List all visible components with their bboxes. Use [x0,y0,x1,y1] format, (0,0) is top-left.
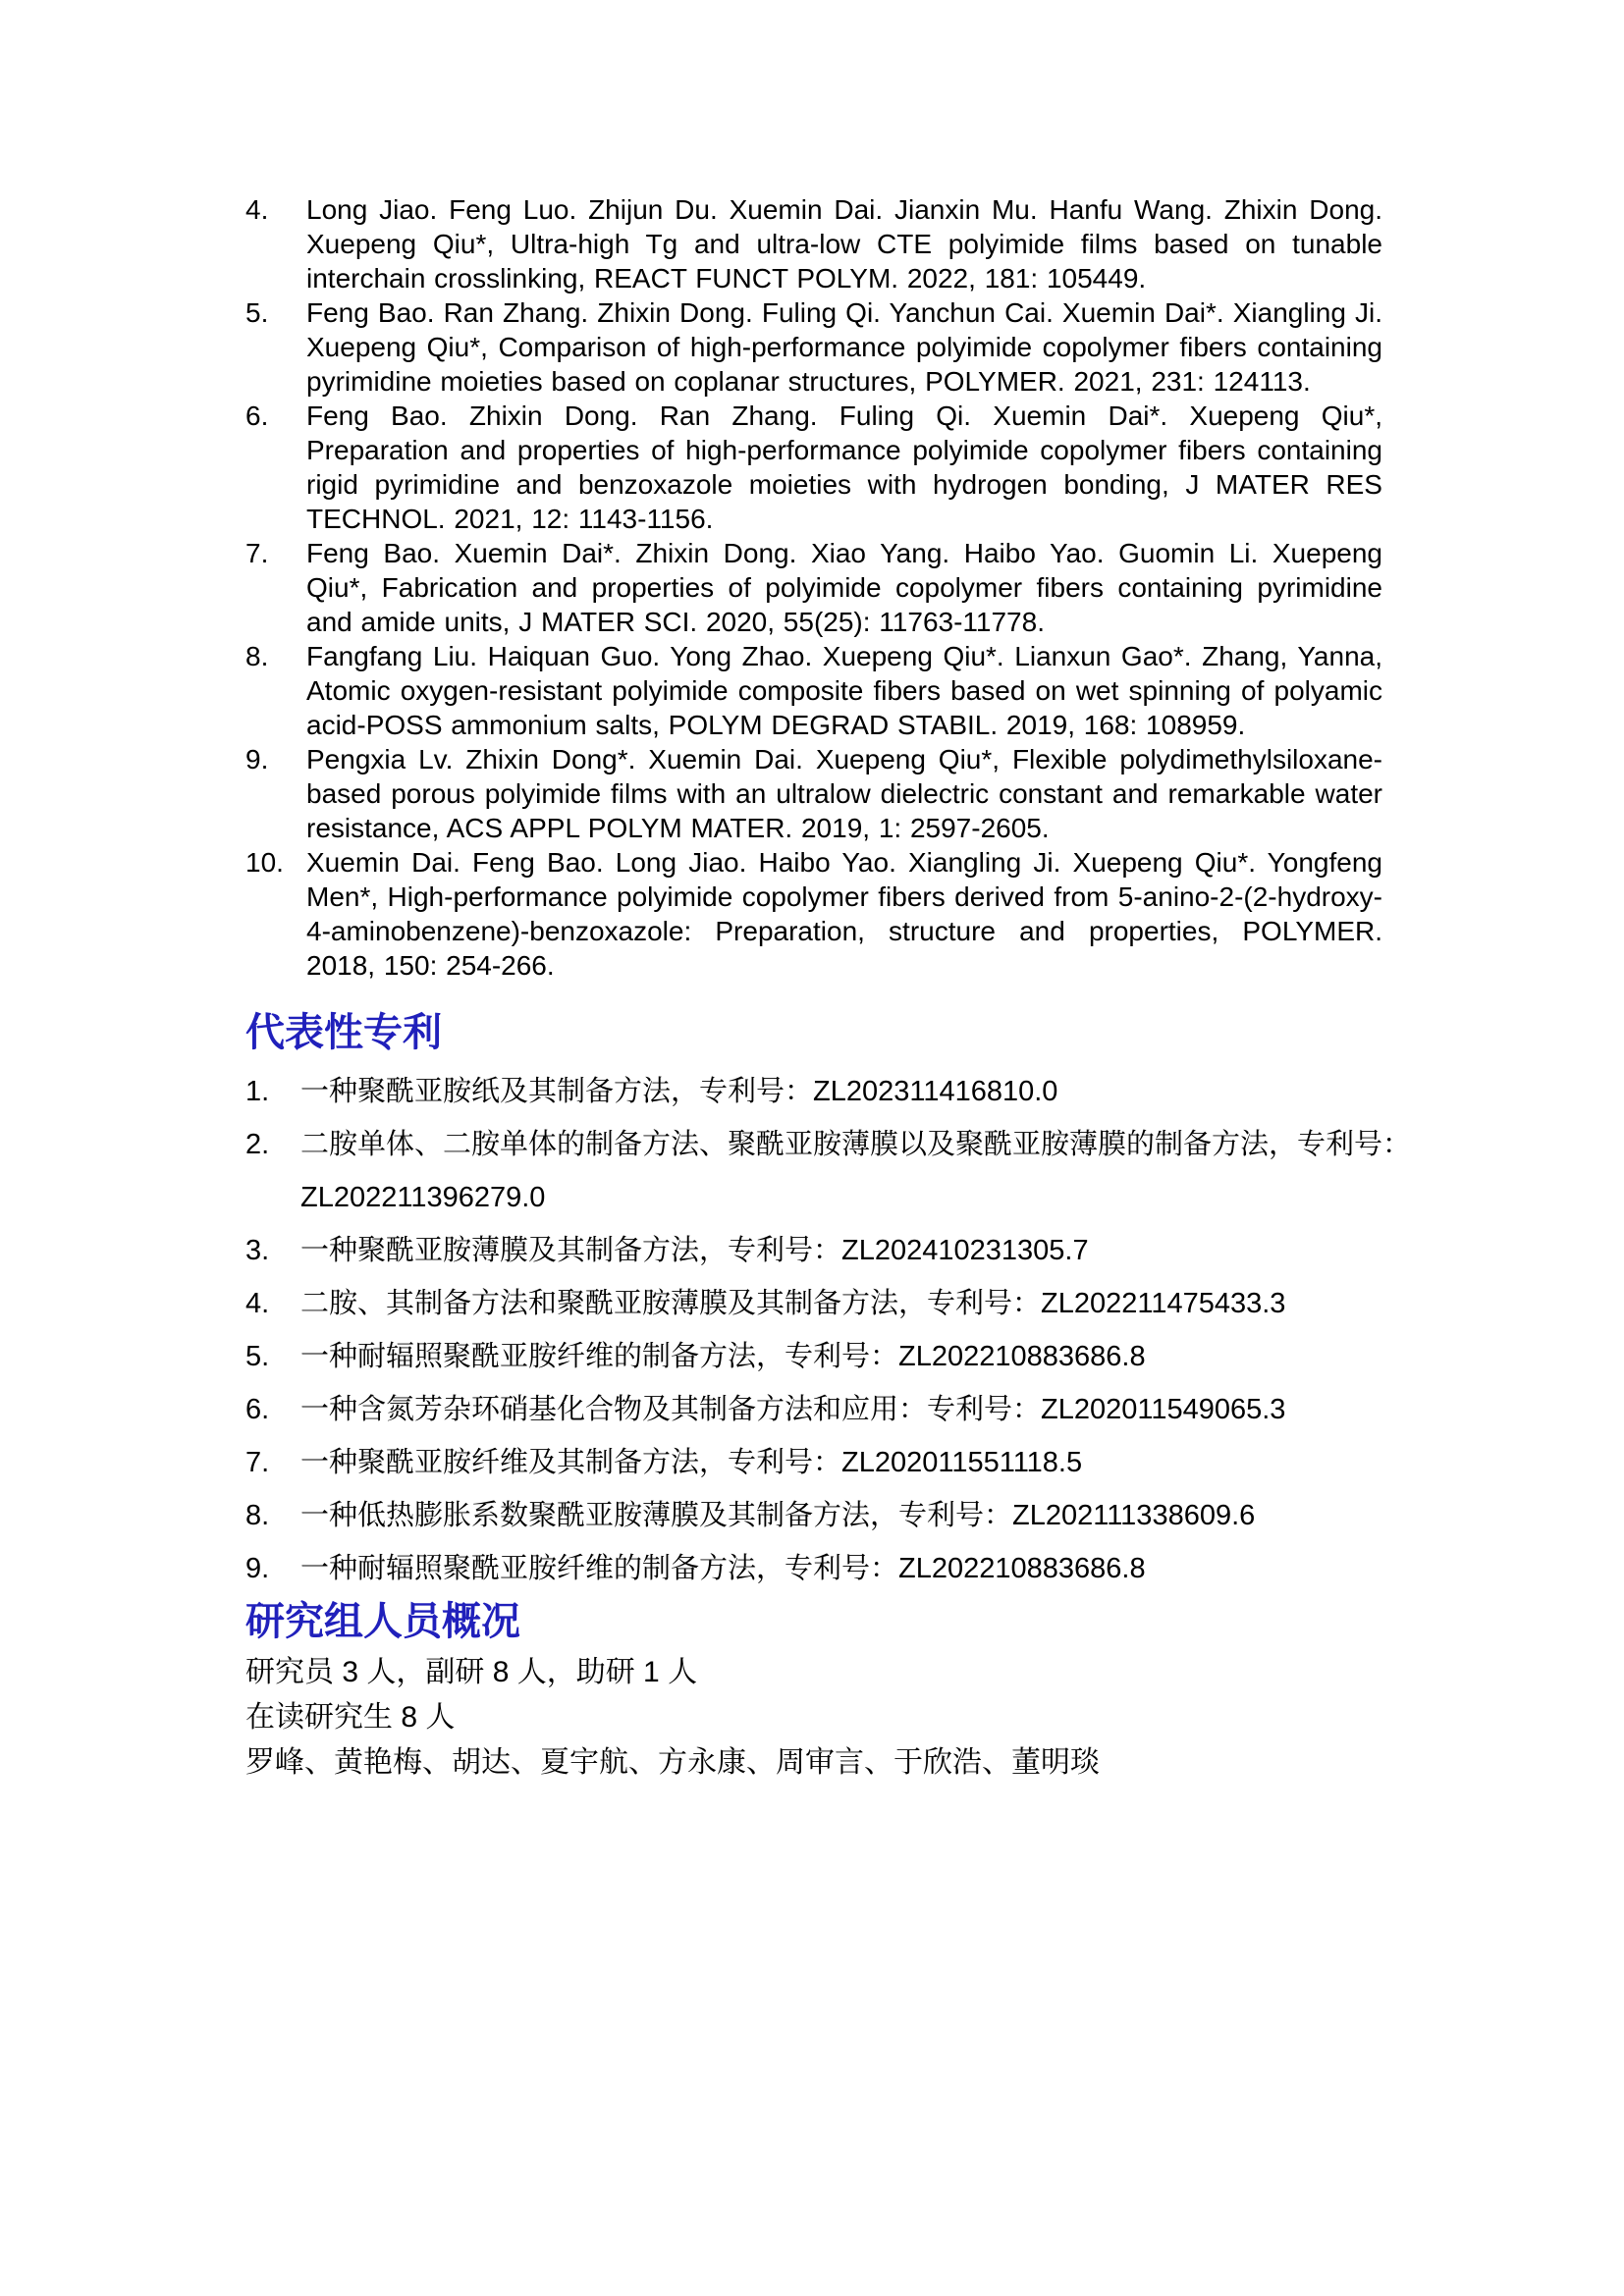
patent-text-continued: ZL202211396279.0 [300,1182,546,1213]
patent-item [245,1065,1382,1118]
patent-text: 一种低热膨胀系数聚酰亚胺薄膜及其制备方法，专利号：ZL202111338609.6 [300,1500,1256,1531]
list-number: 8. [245,1500,270,1531]
patent-item [245,1277,1382,1330]
patent-item [245,1542,1382,1595]
patent-text: 二胺单体、二胺单体的制备方法、聚酰亚胺薄膜以及聚酰亚胺薄膜的制备方法，专利号： [300,1129,1412,1160]
publication-text: Feng Bao. Xuemin Dai*. Zhixin Dong. Xiao Yang. Haibo Yao. Guomin Li. Xuepeng Qiu*, Fabrication and properties of polyimide copolymer fibers containing pyrimidine and amide units, J MATER SCI. 2020, 55(25): 11763-11778. [306,538,1382,637]
personnel-names-line: 罗峰、黄艳梅、胡达、夏宇航、方永康、周审言、于欣浩、董明琰 [245,1746,1100,1779]
patent-text: 一种聚酰亚胺纸及其制备方法，专利号：ZL202311416810.0 [300,1076,1058,1107]
list-number: 4. [245,194,269,225]
publication-item [245,192,1382,295]
publication-item [245,742,1382,845]
list-number: 9. [245,744,269,774]
publication-text: Fangfang Liu. Haiquan Guo. Yong Zhao. Xuepeng Qiu*. Lianxun Gao*. Zhang, Yanna, Atomic oxygen-resistant polyimide composite fibers based on wet spinning of polyamic acid-POSS ammonium salts, POLYM DEGRAD STABIL. 2019, 168: 108959. [306,641,1382,740]
patent-text: 一种耐辐照聚酰亚胺纤维的制备方法，专利号：ZL202210883686.8 [300,1341,1146,1372]
publication-text: Xuemin Dai. Feng Bao. Long Jiao. Haibo Yao. Xiangling Ji. Xuepeng Qiu*. Yongfeng Men*, High-performance polyimide copolymer fibers derived from 5-anino-2-(2-hydroxy-4-aminobenzene)-benzoxazole: Preparation, structure and properties, POLYMER. 2018, 150: 254-266. [306,847,1382,981]
publication-text: Feng Bao. Ran Zhang. Zhixin Dong. Fuling Qi. Yanchun Cai. Xuemin Dai*. Xiangling Ji. Xuepeng Qiu*, Comparison of high-performance polyimide copolymer fibers containing pyrimidine moieties based on coplanar structures, POLYMER. 2021, 231: 124113. [306,297,1382,397]
patent-text: 二胺、其制备方法和聚酰亚胺薄膜及其制备方法，专利号：ZL202211475433.3 [300,1288,1286,1319]
list-number: 5. [245,1341,270,1372]
list-number: 10. [245,847,284,878]
publication-text: Pengxia Lv. Zhixin Dong*. Xuemin Dai. Xuepeng Qiu*, Flexible polydimethylsiloxane-based porous polyimide films with an ultralow dielectric constant and remarkable water resistance, ACS APPL POLYM MATER. 2019, 1: 2597-2605. [306,744,1382,843]
list-number: 5. [245,297,269,328]
list-number: 6. [245,1394,270,1425]
list-number: 6. [245,400,269,431]
patent-text: 一种聚酰亚胺薄膜及其制备方法，专利号：ZL202410231305.7 [300,1235,1089,1266]
list-number: 8. [245,641,269,671]
patent-item [245,1383,1382,1436]
patent-item [245,1489,1382,1542]
publication-item [245,399,1382,536]
list-number: 7. [245,538,269,568]
personnel-counts-line: 研究员 3 人，副研 8 人，助研 1 人 [245,1656,698,1688]
personnel-students-line: 在读研究生 8 人 [245,1701,456,1734]
personnel-info [245,1650,1382,1786]
publication-item [245,295,1382,399]
patent-list [245,1065,1412,1595]
publication-list [245,192,1382,983]
patent-text: 一种含氮芳杂环硝基化合物及其制备方法和应用：专利号：ZL202011549065.3 [300,1394,1286,1425]
publication-text: Long Jiao. Feng Luo. Zhijun Du. Xuemin Dai. Jianxin Mu. Hanfu Wang. Zhixin Dong. Xuepeng Qiu*, Ultra-high Tg and ultra-low CTE polyimide films based on tunable interchain crosslinking, REACT FUNCT POLYM. 2022, 181: 105449. [306,194,1382,294]
patent-item [245,1224,1382,1277]
patent-item [245,1436,1382,1489]
personnel-section-heading: 研究组人员概况 [245,1600,520,1643]
publication-item [245,639,1382,742]
list-number: 9. [245,1553,270,1584]
patent-text: 一种耐辐照聚酰亚胺纤维的制备方法，专利号：ZL202210883686.8 [300,1553,1146,1584]
patent-text: 一种聚酰亚胺纤维及其制备方法，专利号：ZL202011551118.5 [300,1447,1083,1478]
patent-item [245,1330,1382,1383]
publication-text: Feng Bao. Zhixin Dong. Ran Zhang. Fuling Qi. Xuemin Dai*. Xuepeng Qiu*, Preparation and properties of high-performance polyimide copolymer fibers containing rigid pyrimidine and benzoxazole moieties with hydrogen bonding, J MATER RES TECHNOL. 2021, 12: 1143-1156. [306,400,1382,534]
patent-item [245,1118,1412,1224]
list-number: 2. [245,1129,270,1160]
list-number: 7. [245,1447,270,1478]
publication-item [245,845,1382,983]
publication-item [245,536,1382,639]
patents-section-heading: 代表性专利 [245,1011,442,1054]
list-number: 4. [245,1288,270,1319]
list-number: 1. [245,1076,270,1107]
list-number: 3. [245,1235,270,1266]
